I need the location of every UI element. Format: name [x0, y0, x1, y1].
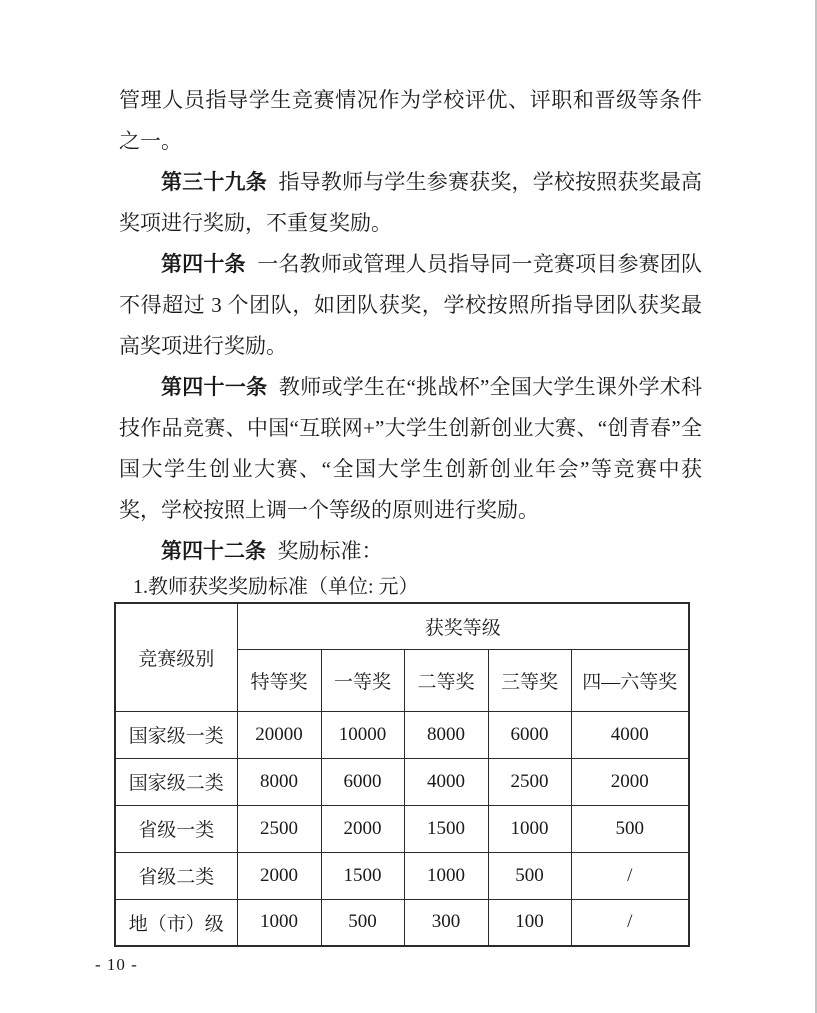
- paragraph-text: 奖励标准：: [277, 539, 383, 563]
- award-amount-cell: 1000: [404, 852, 488, 899]
- page-number: - 10 -: [95, 955, 138, 974]
- award-amount-cell: /: [571, 852, 689, 899]
- grade-header-second: 二等奖: [404, 649, 488, 711]
- grade-header-special: 特等奖: [237, 649, 321, 711]
- article-number: 第四十一条: [161, 375, 268, 399]
- table-row: [115, 711, 689, 758]
- award-amount-cell: 300: [404, 899, 488, 946]
- paragraph-text: 一名教师或管理人员指导同一竞赛项目参赛团队不得超过 3 个团队，如团队获奖，学校按照所指导团队获奖最高奖项进行奖励。: [119, 252, 703, 358]
- award-amount-cell: 8000: [404, 711, 488, 758]
- paragraph-text: 管理人员指导学生竞赛情况作为学校评优、评职和晋级等条件之一。: [119, 88, 702, 153]
- paragraph-text: 教师或学生在“挑战杯”全国大学生课外学术科技作品竞赛、中国“互联网+”大学生创新创业大赛、“创青春”全国大学生创业大赛、“全国大学生创新创业年会”等竞赛中获奖，学校按照上调一个等级的原则进行奖励。: [119, 375, 703, 522]
- award-amount-cell: 2000: [321, 805, 404, 852]
- grade-header-fourth-sixth: 四—六等奖: [571, 649, 689, 711]
- competition-level-cell: 地（市）级: [115, 899, 237, 946]
- article-number: 第三十九条: [161, 170, 267, 194]
- table-header-row-1: [115, 603, 689, 649]
- award-amount-cell: 20000: [237, 711, 321, 758]
- award-amount-cell: 1000: [237, 899, 321, 946]
- paragraph-article-39: [119, 162, 702, 244]
- award-amount-cell: 2000: [571, 758, 689, 805]
- paragraph-article-41: [119, 367, 702, 531]
- award-amount-cell: 8000: [237, 758, 321, 805]
- paragraph-article-40: [119, 244, 702, 367]
- award-amount-cell: 1000: [488, 805, 571, 852]
- award-amount-cell: 10000: [321, 711, 404, 758]
- table-row: [115, 805, 689, 852]
- competition-level-cell: 省级一类: [115, 805, 237, 852]
- paragraph-continuation: [119, 80, 702, 162]
- competition-level-header: 竞赛级别: [115, 603, 237, 711]
- award-amount-cell: 1500: [321, 852, 404, 899]
- award-amount-cell: 100: [488, 899, 571, 946]
- competition-level-cell: 国家级二类: [115, 758, 237, 805]
- award-amount-cell: 6000: [321, 758, 404, 805]
- award-amount-cell: 2500: [488, 758, 571, 805]
- table-row: [115, 758, 689, 805]
- award-amount-cell: 500: [321, 899, 404, 946]
- table-caption: 1.教师获奖奖励标准（单位: 元）: [133, 576, 419, 598]
- grade-header-first: 一等奖: [321, 649, 404, 711]
- award-table-body: [115, 711, 689, 946]
- award-amount-cell: 4000: [404, 758, 488, 805]
- award-amount-cell: 1500: [404, 805, 488, 852]
- table-row: [115, 899, 689, 946]
- teacher-award-table: [114, 602, 690, 947]
- award-amount-cell: 4000: [571, 711, 689, 758]
- paragraph-article-42: [119, 531, 702, 572]
- award-amount-cell: 500: [571, 805, 689, 852]
- article-number: 第四十二条: [161, 539, 266, 563]
- article-number: 第四十条: [161, 252, 246, 276]
- award-amount-cell: 2000: [237, 852, 321, 899]
- award-amount-cell: 2500: [237, 805, 321, 852]
- award-amount-cell: 6000: [488, 711, 571, 758]
- grade-header-third: 三等奖: [488, 649, 571, 711]
- award-amount-cell: /: [571, 899, 689, 946]
- competition-level-cell: 省级二类: [115, 852, 237, 899]
- award-amount-cell: 500: [488, 852, 571, 899]
- table-row: [115, 852, 689, 899]
- award-grade-group-header: 获奖等级: [237, 603, 689, 649]
- document-body: [119, 80, 702, 947]
- paragraph-text: 指导教师与学生参赛获奖，学校按照获奖最高奖项进行奖励，不重复奖励。: [119, 170, 703, 235]
- competition-level-cell: 国家级一类: [115, 711, 237, 758]
